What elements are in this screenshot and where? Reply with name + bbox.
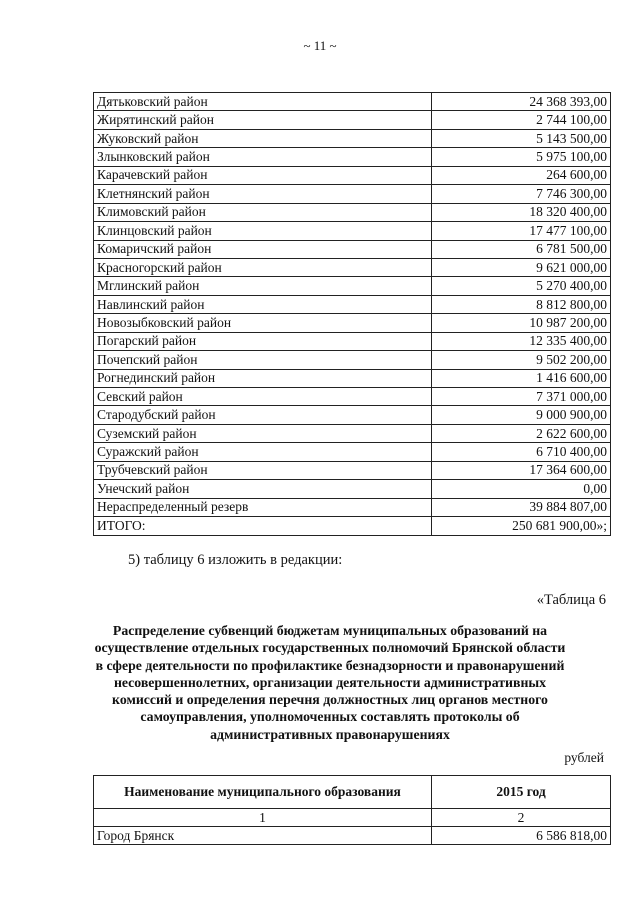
municipality-name: Мглинский район [94,277,432,295]
municipality-name: Суземский район [94,424,432,442]
table-row [94,461,611,479]
table-row [94,111,611,129]
units-label: рублей [564,750,604,765]
municipality-name: Севский район [94,388,432,406]
amount-value: 12 335 400,00 [432,332,611,350]
table-row [94,443,611,461]
amount-value: 2 622 600,00 [432,424,611,442]
municipality-name: Новозыбковский район [94,314,432,332]
municipality-name: Жирятинский район [94,111,432,129]
municipality-name: Климовский район [94,203,432,221]
table-row [94,222,611,240]
table-row [94,388,611,406]
table-row [94,406,611,424]
municipality-name: Навлинский район [94,295,432,313]
municipality-name: Дятьковский район [94,93,432,111]
municipality-name: Стародубский район [94,406,432,424]
municipality-name: Рогнединский район [94,369,432,387]
heading-line: Распределение субвенций бюджетам муниципальных образований на [112,623,548,638]
table-header-row [94,776,611,809]
table-row [94,332,611,350]
municipality-name: Погарский район [94,332,432,350]
page-number: ~ 11 ~ [303,38,337,53]
allocation-table [93,92,611,536]
column-index-1: 1 [94,809,432,827]
amount-value: 2 744 100,00 [432,111,611,129]
heading-line: административных правонарушениях [210,726,450,742]
amount-value: 7 371 000,00 [432,388,611,406]
municipality-name: Нераспределенный резерв [94,498,432,516]
amendment-paragraph: 5) таблицу 6 изложить в редакции: [128,552,343,568]
table-row [94,314,611,332]
table-row [94,351,611,369]
amount-value: 17 364 600,00 [432,461,611,479]
heading-line: комиссий и определения перечня должностных лиц органов местного [112,692,548,708]
table-row [94,240,611,258]
municipality-name: Клинцовский район [94,222,432,240]
amount-value: 10 987 200,00 [432,314,611,332]
table-caption: «Таблица 6 [536,592,606,608]
heading-line: самоуправления, уполномоченных составлять протоколы об [140,709,520,725]
column-index-row [94,809,611,827]
municipality-name: Город Брянск [94,827,432,845]
municipality-name: Жуковский район [94,129,432,147]
municipality-name: Унечский район [94,480,432,498]
amount-value: 17 477 100,00 [432,222,611,240]
table-row [94,480,611,498]
table-row [94,827,611,845]
municipality-name: Комаричский район [94,240,432,258]
amount-value: 9 621 000,00 [432,258,611,276]
municipality-name: Почепский район [94,351,432,369]
amount-value: 9 502 200,00 [432,351,611,369]
table-row [94,498,611,516]
amount-value: 6 710 400,00 [432,443,611,461]
table-row [94,277,611,295]
table-row [94,148,611,166]
column-header-municipality: Наименование муниципального образования [94,776,432,809]
column-index-2: 2 [432,809,611,827]
table-heading [80,622,580,743]
table-row [94,185,611,203]
table-row [94,93,611,111]
heading-line: в сфере деятельности по профилактике безнадзорности и правонарушений [95,657,565,673]
municipality-name: Трубчевский район [94,461,432,479]
amount-value: 5 975 100,00 [432,148,611,166]
amount-value: 18 320 400,00 [432,203,611,221]
amount-value: 5 143 500,00 [432,129,611,147]
amount-value: 9 000 900,00 [432,406,611,424]
heading-line: осуществление отдельных государственных полномочий Брянской области [94,640,566,656]
table-row [94,517,611,535]
municipality-name: Карачевский район [94,166,432,184]
amount-value: 5 270 400,00 [432,277,611,295]
amount-value: 39 884 807,00 [432,498,611,516]
municipality-name: Злынковский район [94,148,432,166]
table-row [94,258,611,276]
amount-value: 250 681 900,00»; [432,517,611,535]
column-header-year: 2015 год [432,776,611,809]
amount-value: 6 586 818,00 [432,827,611,845]
amount-value: 1 416 600,00 [432,369,611,387]
table-row [94,166,611,184]
amount-value: 24 368 393,00 [432,93,611,111]
amount-value: 6 781 500,00 [432,240,611,258]
amount-value: 264 600,00 [432,166,611,184]
amount-value: 8 812 800,00 [432,295,611,313]
municipality-name: Суражский район [94,443,432,461]
subvention-table [93,775,611,845]
table-row [94,369,611,387]
municipality-name: Клетнянский район [94,185,432,203]
amount-value: 0,00 [432,480,611,498]
heading-line: несовершеннолетних, организации деятельности административных [113,674,547,690]
municipality-name: Красногорский район [94,258,432,276]
table-row [94,424,611,442]
table-row [94,295,611,313]
table-row [94,129,611,147]
amount-value: 7 746 300,00 [432,185,611,203]
table-row [94,203,611,221]
municipality-name: ИТОГО: [94,517,432,535]
